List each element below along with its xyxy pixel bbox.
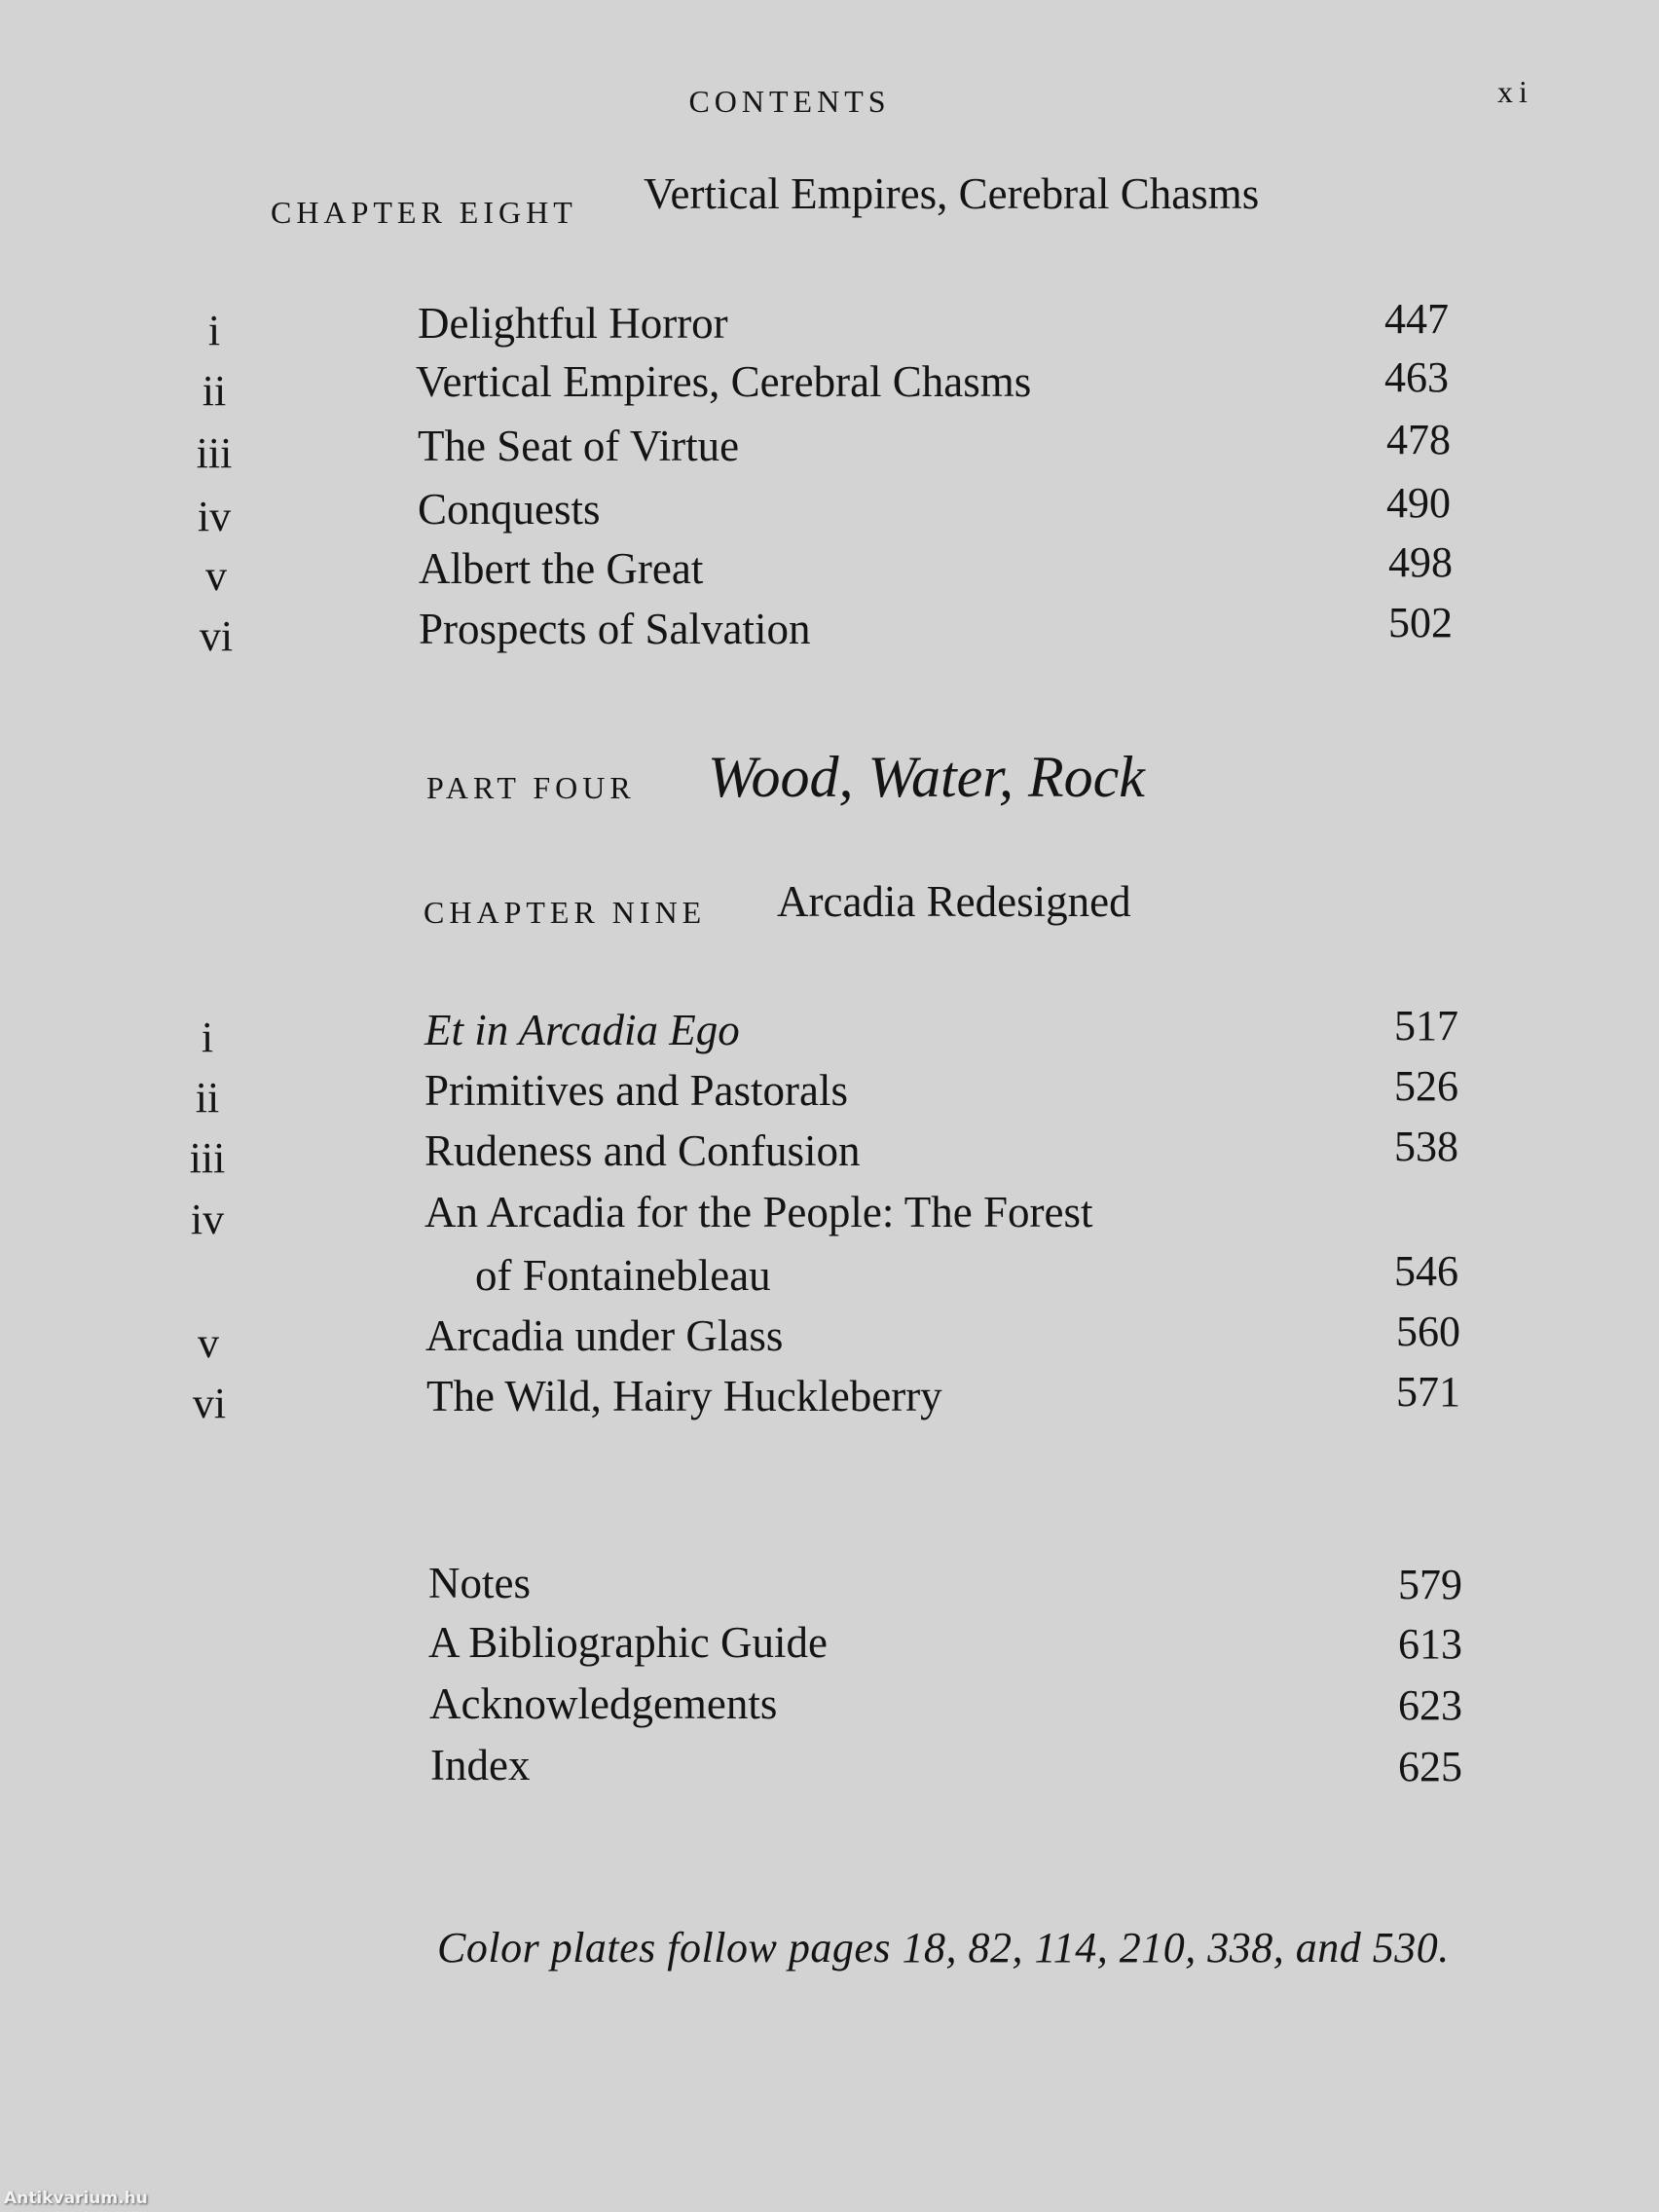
entry-title: Primitives and Pastorals (424, 1066, 848, 1115)
entry-number: ii (195, 1074, 220, 1122)
entry-title: Delightful Horror (418, 299, 728, 348)
entry-page: 546 (1394, 1247, 1458, 1295)
entry-number: v (205, 552, 227, 600)
entry-title: Prospects of Salvation (419, 605, 811, 653)
part-four-title: Wood, Water, Rock (708, 745, 1145, 809)
entry-page: 560 (1396, 1308, 1460, 1355)
running-head: CONTENTS (688, 84, 891, 119)
back-matter-title: Acknowledgements (429, 1679, 778, 1728)
back-matter-page: 625 (1398, 1743, 1462, 1790)
entry-page: 571 (1396, 1368, 1460, 1416)
entry-page: 463 (1384, 353, 1449, 401)
back-matter-page: 623 (1398, 1681, 1462, 1729)
chapter-eight-title: Vertical Empires, Cerebral Chasms (644, 169, 1260, 218)
back-matter-title: A Bibliographic Guide (428, 1618, 828, 1667)
entry-number: vi (199, 612, 234, 660)
entry-number: iv (190, 1196, 225, 1243)
entry-page: 498 (1388, 538, 1453, 586)
entry-page: 478 (1386, 416, 1451, 463)
page-number: xi (1497, 74, 1533, 109)
entry-title: The Wild, Hairy Huckleberry (426, 1372, 942, 1420)
entry-number: ii (202, 367, 227, 415)
entry-number: iv (197, 493, 232, 540)
chapter-nine-title: Arcadia Redesigned (777, 877, 1131, 926)
watermark: Antikvarium.hu (4, 2189, 148, 2208)
entry-title: Arcadia under Glass (425, 1311, 784, 1360)
entry-number: i (207, 307, 221, 354)
entry-number: i (201, 1014, 214, 1061)
back-matter-title: Index (430, 1741, 531, 1789)
entry-number: iii (189, 1134, 226, 1182)
part-four-label: PART FOUR (426, 770, 636, 805)
entry-page: 490 (1386, 479, 1451, 527)
entry-title: Conquests (418, 485, 601, 534)
entry-page: 517 (1394, 1002, 1458, 1050)
entry-page: 447 (1384, 295, 1449, 343)
entry-title: Vertical Empires, Cerebral Chasms (416, 357, 1032, 406)
entry-page: 538 (1394, 1123, 1458, 1170)
entry-title: The Seat of Virtue (418, 422, 740, 470)
entry-number: vi (192, 1380, 227, 1427)
color-plates-note: Color plates follow pages 18, 82, 114, 210, 338, and 530. (437, 1924, 1450, 1972)
entry-page: 526 (1394, 1062, 1458, 1110)
entry-number: v (198, 1319, 219, 1367)
entry-title: Rudeness and Confusion (424, 1126, 861, 1175)
chapter-eight-label: CHAPTER EIGHT (271, 195, 577, 230)
entry-title: Et in Arcadia Ego (424, 1006, 740, 1054)
entry-title: Albert the Great (419, 544, 704, 593)
entry-page: 502 (1388, 599, 1453, 646)
chapter-nine-label: CHAPTER NINE (424, 895, 707, 930)
back-matter-title: Notes (428, 1559, 531, 1607)
entry-title-continuation: of Fontainebleau (475, 1251, 771, 1300)
back-matter-page: 613 (1398, 1620, 1462, 1668)
entry-title: An Arcadia for the People: The Forest (424, 1188, 1093, 1236)
back-matter-page: 579 (1398, 1561, 1462, 1608)
entry-number: iii (196, 429, 233, 477)
